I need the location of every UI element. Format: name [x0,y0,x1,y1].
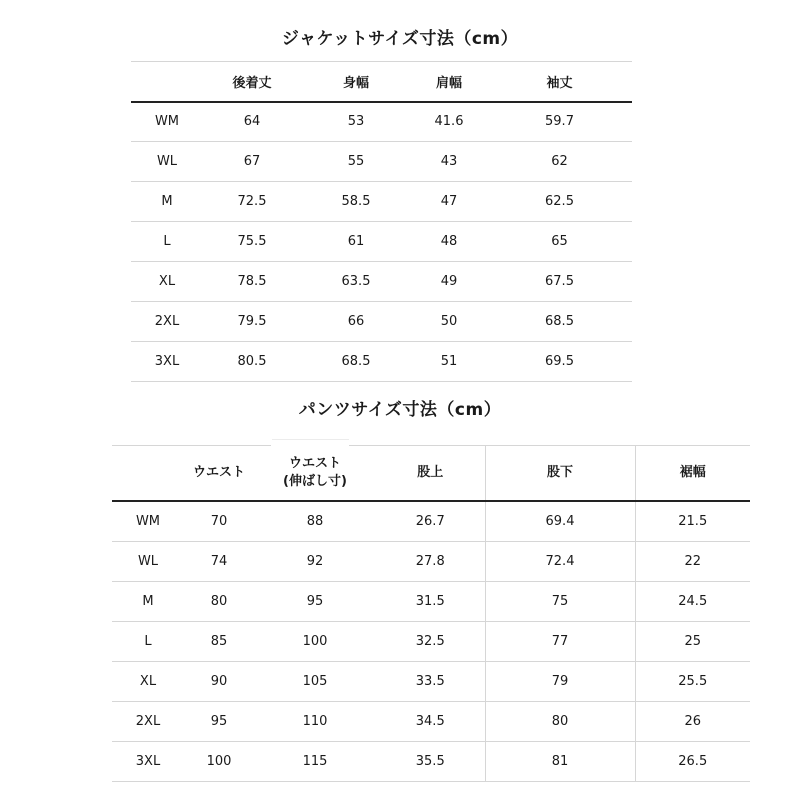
jacket-cell-length: 78.5 [237,274,267,289]
pants-table-row [112,741,750,781]
jacket-cell-shoulder: 51 [440,354,458,369]
jacket-cell-size: WL [156,154,178,169]
jacket-cell-sleeve: 62 [551,154,568,169]
pants-header-waist: ウエスト [192,464,245,480]
jacket-cell-size: WM [154,114,180,130]
pants-header-size [112,445,184,501]
pants-cell-rise: 33.5 [415,673,445,689]
jacket-cell-size: XL [158,274,176,289]
jacket-cell-length: 79.5 [237,314,267,329]
pants-cell-rise: 26.7 [415,513,445,529]
jacket-cell-chest: 66 [347,314,365,329]
jacket-cell-sleeve: 69.5 [545,354,574,369]
jacket-cell-sleeve: 62.5 [545,194,574,209]
pants-cell-hem-width: 21.5 [635,501,750,541]
pants-cell-hem-width: 24.5 [635,581,750,621]
jacket-cell-length: 67 [243,154,261,169]
pants-size-title: パンツサイズ寸法（cm） [298,400,502,420]
pants-cell-waist: 90 [210,673,228,689]
pants-table-row [112,581,750,621]
pants-cell-waist: 70 [210,513,228,529]
jacket-header-length: 後着丈 [232,75,272,91]
pants-header-row [112,445,750,501]
pants-table-row [112,621,750,661]
pants-cell-waist-stretched: 105 [302,673,328,689]
pants-cell-waist-stretched: 92 [306,553,324,569]
jacket-cell-size: 3XL [154,354,180,369]
pants-cell-size: M [142,593,154,609]
jacket-cell-length: 64 [243,114,261,130]
pants-cell-hem-width: 25.5 [635,661,750,701]
pants-cell-waist: 100 [206,753,232,769]
pants-cell-size: WM [135,513,161,529]
jacket-cell-sleeve: 68.5 [545,314,574,329]
jacket-cell-shoulder: 43 [440,154,458,169]
pants-cell-inseam: 81 [485,741,635,781]
jacket-size-table [131,61,632,382]
jacket-header-size [131,62,203,102]
jacket-cell-size: M [161,194,173,209]
pants-cell-size: L [144,633,152,649]
pants-cell-size: WL [137,553,159,569]
jacket-cell-sleeve: 67.5 [545,274,574,289]
jacket-cell-sleeve: 59.7 [545,114,574,130]
pants-cell-inseam: 80 [485,701,635,741]
jacket-cell-size: L [163,234,171,249]
jacket-cell-chest: 68.5 [341,354,371,369]
pants-cell-rise: 27.8 [415,553,445,569]
pants-cell-rise: 34.5 [415,713,445,729]
pants-cell-inseam: 69.4 [485,501,635,541]
jacket-header-sleeve: 袖丈 [546,75,573,91]
pants-cell-rise: 32.5 [415,633,445,649]
jacket-cell-length: 80.5 [237,354,267,369]
jacket-cell-chest: 55 [347,154,365,169]
jacket-table-row [131,342,632,382]
jacket-cell-chest: 61 [347,234,365,249]
pants-cell-inseam: 79 [485,661,635,701]
pants-cell-waist: 85 [210,633,228,649]
pants-cell-inseam: 75 [485,581,635,621]
pants-cell-size: XL [139,673,157,689]
jacket-cell-sleeve: 65 [551,234,568,249]
pants-cell-size: 2XL [135,713,161,729]
jacket-table-row [131,142,632,182]
jacket-cell-chest: 58.5 [341,194,371,209]
jacket-size-title: ジャケットサイズ寸法（cm） [281,29,519,49]
jacket-cell-chest: 63.5 [341,274,371,289]
jacket-cell-length: 75.5 [237,234,267,249]
pants-cell-hem-width: 22 [635,541,750,581]
jacket-cell-shoulder: 50 [440,314,458,329]
pants-size-table [112,445,750,782]
jacket-table-row [131,102,632,142]
jacket-cell-shoulder: 41.6 [434,114,464,130]
jacket-cell-chest: 53 [347,114,365,130]
jacket-table-row [131,262,632,302]
pants-cell-inseam: 72.4 [485,541,635,581]
pants-cell-waist-stretched: 88 [306,513,324,529]
pants-table-row [112,541,750,581]
pants-table-row [112,501,750,541]
pants-header-rise: 股上 [417,464,444,480]
pants-table-row [112,661,750,701]
jacket-header-chest: 身幅 [342,75,369,91]
pants-cell-waist: 74 [210,553,228,569]
pants-cell-waist-stretched: 100 [302,633,328,649]
pants-header-waist-stretched: ウエスト (伸ばし寸) [283,455,347,489]
pants-cell-waist-stretched: 95 [306,593,324,609]
pants-cell-rise: 35.5 [415,753,445,769]
jacket-cell-shoulder: 47 [440,194,458,209]
jacket-header-shoulder: 肩幅 [435,75,462,91]
pants-cell-waist: 80 [210,593,228,609]
jacket-cell-length: 72.5 [237,194,267,209]
pants-cell-waist-stretched: 110 [302,713,328,729]
pants-cell-hem-width: 26 [635,701,750,741]
pants-cell-waist: 95 [210,713,228,729]
pants-header-inseam: 股下 [485,445,635,501]
pants-cell-size: 3XL [135,753,161,769]
pants-cell-rise: 31.5 [415,593,445,609]
jacket-table-row [131,222,632,262]
pants-cell-inseam: 77 [485,621,635,661]
jacket-cell-shoulder: 49 [440,274,458,289]
jacket-table-row [131,302,632,342]
pants-cell-waist-stretched: 115 [302,753,328,769]
pants-header-hem-width: 裾幅 [635,445,750,501]
pants-table-row [112,701,750,741]
jacket-cell-size: 2XL [154,314,180,329]
pants-cell-hem-width: 26.5 [635,741,750,781]
pants-top-rule-raised [272,439,349,440]
jacket-table-row [131,182,632,222]
jacket-header-row [131,62,632,102]
jacket-cell-shoulder: 48 [440,234,458,249]
pants-cell-hem-width: 25 [635,621,750,661]
